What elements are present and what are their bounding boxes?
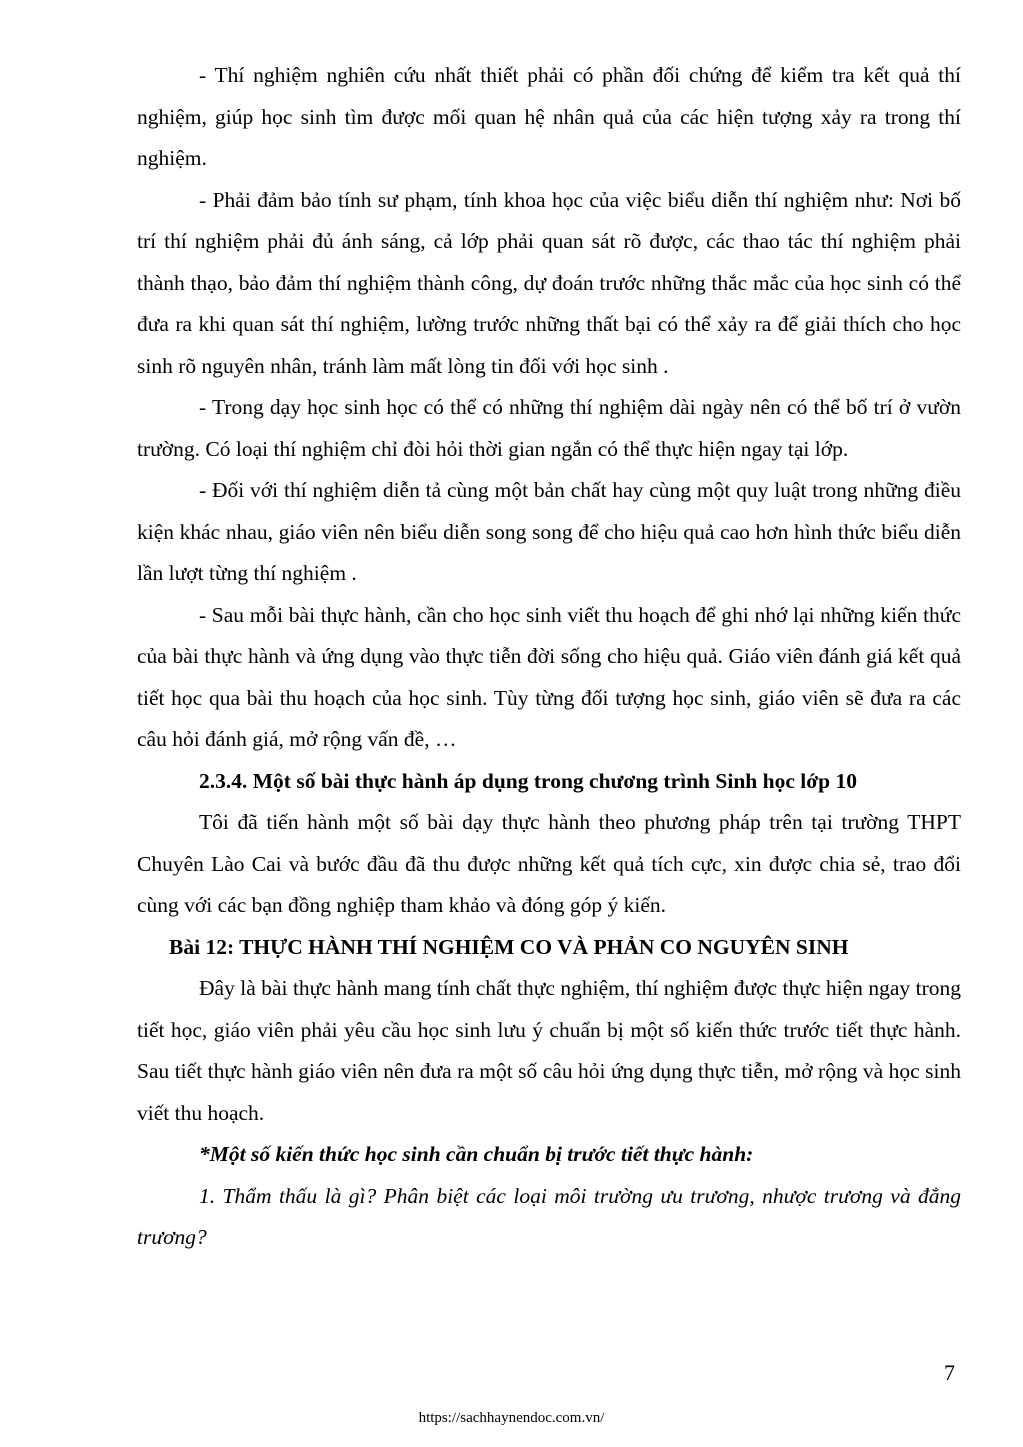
lesson-paragraph: Đây là bài thực hành mang tính chất thực nghiệm, thí nghiệm được thực hiện ngay trong tiết học, giáo viên phải yêu cầu học sinh lưu ý chuẩn bị một số kiến thức trước tiết thực hành. Sau tiết thực hành giáo viên nên đưa ra một số câu hỏi ứng dụng thực tiễn, mở rộng và học sinh viết thu hoạch. <box>137 976 961 1125</box>
lesson-title: Bài 12: THỰC HÀNH THÍ NGHIỆM CO VÀ PHẢN CO NGUYÊN SINH <box>169 934 849 959</box>
prep-question-1: 1. Thẩm thấu là gì? Phân biệt các loại môi trường ưu trương, nhược trương và đẳng trương? <box>137 1183 961 1249</box>
section-paragraph: Tôi đã tiến hành một số bài dạy thực hành theo phương pháp trên tại trường THPT Chuyên Lào Cai và bước đầu đã thu được những kết quả tích cực, xin được chia sẻ, trao đổi cùng với các bạn đồng nghiệp tham khảo và đóng góp ý kiến. <box>137 810 961 917</box>
paragraph-control-experiment: - Thí nghiệm nghiên cứu nhất thiết phải có phần đối chứng để kiểm tra kết quả thí nghiệm, giúp học sinh tìm được mối quan hệ nhân quả của các hiện tượng xảy ra trong thí nghiệm. <box>137 63 961 170</box>
paragraph-long-experiments: - Trong dạy học sinh học có thể có những thí nghiệm dài ngày nên có thể bố trí ở vườn trường. Có loại thí nghiệm chỉ đòi hỏi thời gian ngắn có thể thực hiện ngay tại lớp. <box>137 395 961 461</box>
document-body <box>137 55 961 1259</box>
paragraph-demonstration-requirements: - Phải đảm bảo tính sư phạm, tính khoa học của việc biểu diễn thí nghiệm như: Nơi bố trí thí nghiệm phải đủ ánh sáng, cả lớp phải quan sát rõ được, các thao tác thí nghiệm phải thành thạo, bảo đảm thí nghiệm thành công, dự đoán trước những thắc mắc của học sinh có thể đưa ra khi quan sát thí nghiệm, lường trước những thất bại có thể xảy ra để giải thích cho học sinh rõ nguyên nhân, tránh làm mất lòng tin đối với học sinh . <box>137 187 961 378</box>
prep-heading: *Một số kiến thức học sinh cần chuẩn bị trước tiết thực hành: <box>199 1142 754 1166</box>
page-number: 7 <box>944 1360 955 1385</box>
footer-url[interactable]: https://sachhaynendoc.com.vn/ <box>418 1410 605 1426</box>
paragraph-parallel-demonstration: - Đối với thí nghiệm diễn tả cùng một bản chất hay cùng một quy luật trong những điều kiện khác nhau, giáo viên nên biểu diễn song song để cho hiệu quả cao hơn hình thức biểu diễn lần lượt từng thí nghiệm . <box>137 478 961 585</box>
paragraph-harvest-report: - Sau mỗi bài thực hành, cần cho học sinh viết thu hoạch để ghi nhớ lại những kiến thức của bài thực hành và ứng dụng vào thực tiễn đời sống cho hiệu quả. Giáo viên đánh giá kết quả tiết học qua bài thu hoạch của học sinh. Tùy từng đối tượng học sinh, giáo viên sẽ đưa ra các câu hỏi đánh giá, mở rộng vấn đề, … <box>137 602 961 751</box>
section-heading: 2.3.4. Một số bài thực hành áp dụng trong chương trình Sinh học lớp 10 <box>199 768 857 793</box>
